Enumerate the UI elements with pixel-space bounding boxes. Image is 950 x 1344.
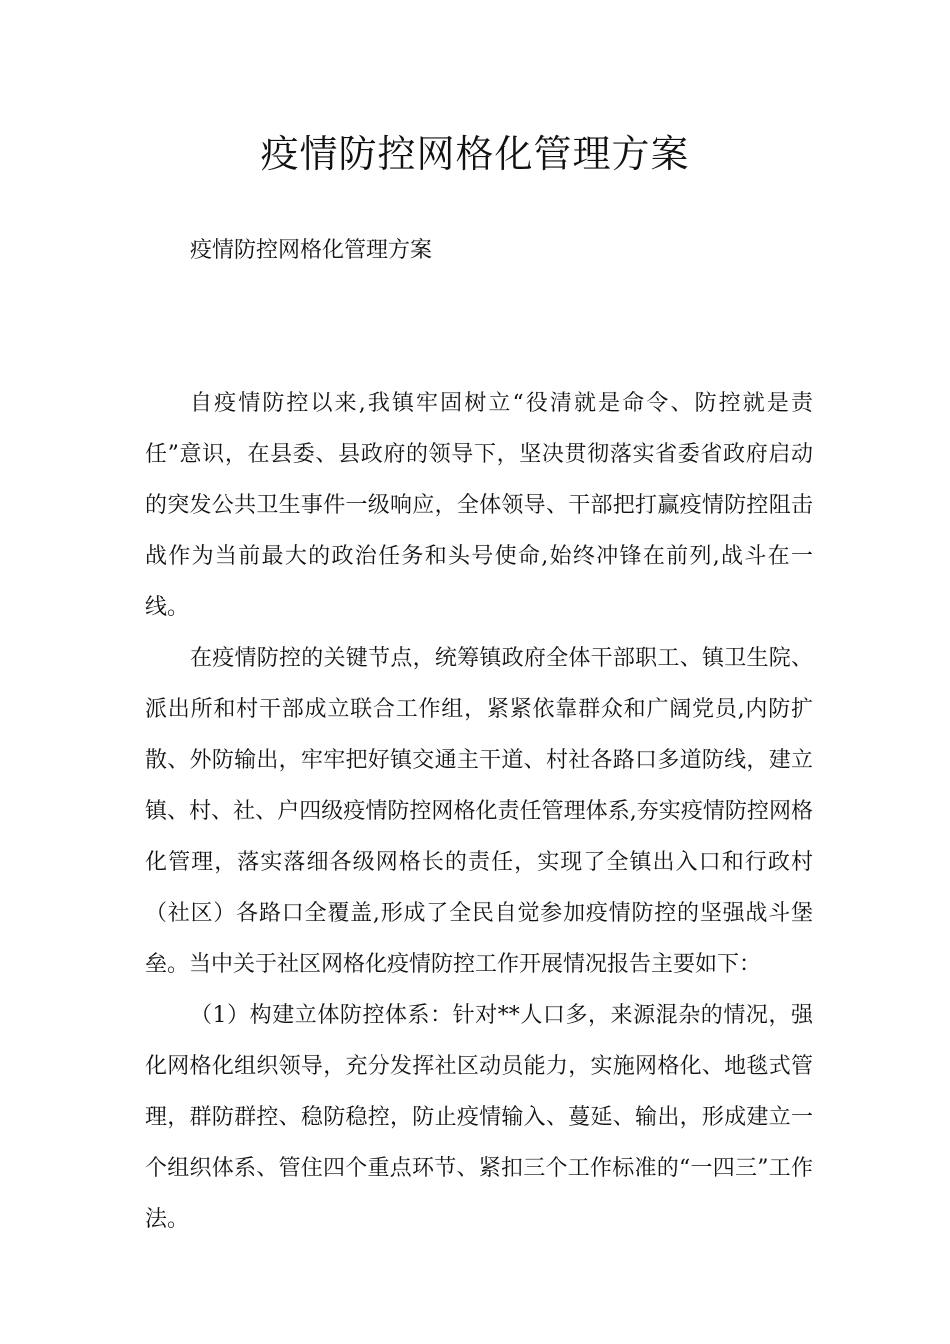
document-title: 疫情防控网格化管理方案 [260, 132, 690, 176]
paragraph-intro: 自疫情防控以来,我镇牢固树立“役清就是命令、防控就是责任”意识，在县委、县政府的领导下，坚决贯彻落实省委省政府启动的突发公共卫生事件一级响应，全体领导、干部把打赢疫情防控阻击战作为当前最大的政治任务和头号使命,始终冲锋在前列,战斗在一线。 [145, 391, 813, 620]
document-subtitle: 疫情防控网格化管理方案 [190, 238, 433, 263]
document-body [145, 378, 813, 1245]
paragraph-item-1: （1）构建立体防控体系：针对**人口多，来源混杂的情况，强化网格化组织领导，充分发挥社区动员能力，实施网格化、地毯式管理，群防群控、稳防稳控，防止疫情输入、蔓延、输出，形成建立一个组织体系、管住四个重点环节、紧扣三个工作标准的“一四三”工作法。 [145, 1003, 813, 1232]
paragraph-grid-system: 在疫情防控的关键节点，统筹镇政府全体干部职工、镇卫生院、派出所和村干部成立联合工作组，紧紧依靠群众和广阔党员,内防扩散、外防输出，牢牢把好镇交通主干道、村社各路口多道防线，建立镇、村、社、户四级疫情防控网格化责任管理体系,夯实疫情防控网格化管理，落实落细各级网格长的责任，实现了全镇出入口和行政村（社区）各路口全覆盖,形成了全民自觉参加疫情防控的坚强战斗堡垒。当中关于社区网格化疫情防控工作开展情况报告主要如下： [145, 646, 813, 977]
